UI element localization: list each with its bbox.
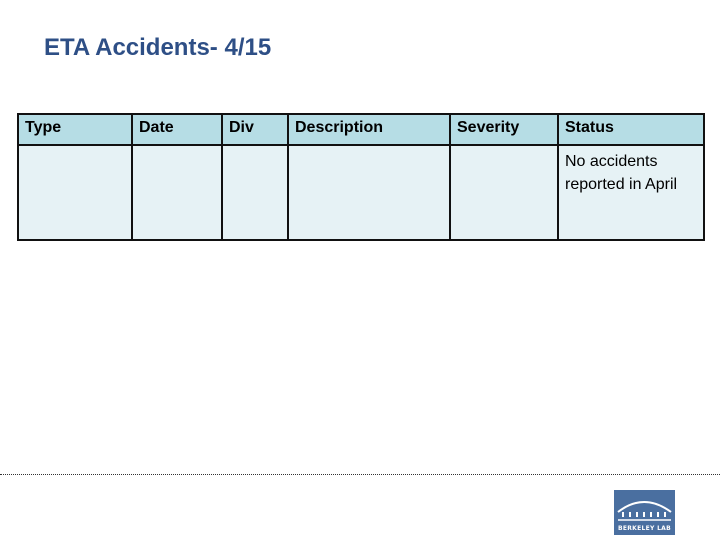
accidents-table [17,113,705,241]
cell-type [18,145,132,240]
berkeley-lab-logo-icon [614,490,675,526]
column-header-div: Div [222,114,288,145]
berkeley-lab-logo-text: BERKELEY LAB [617,525,672,532]
cell-div [222,145,288,240]
slide-title: ETA Accidents- 4/15 [44,34,272,61]
table-header-row [18,114,704,145]
column-header-severity: Severity [450,114,558,145]
cell-date [132,145,222,240]
berkeley-lab-logo [614,490,675,535]
table-row [18,145,704,240]
cell-status: No accidents reported in April [558,145,704,240]
cell-description [288,145,450,240]
cell-severity [450,145,558,240]
footer-divider [0,474,720,475]
column-header-date: Date [132,114,222,145]
column-header-description: Description [288,114,450,145]
column-header-status: Status [558,114,704,145]
column-header-type: Type [18,114,132,145]
